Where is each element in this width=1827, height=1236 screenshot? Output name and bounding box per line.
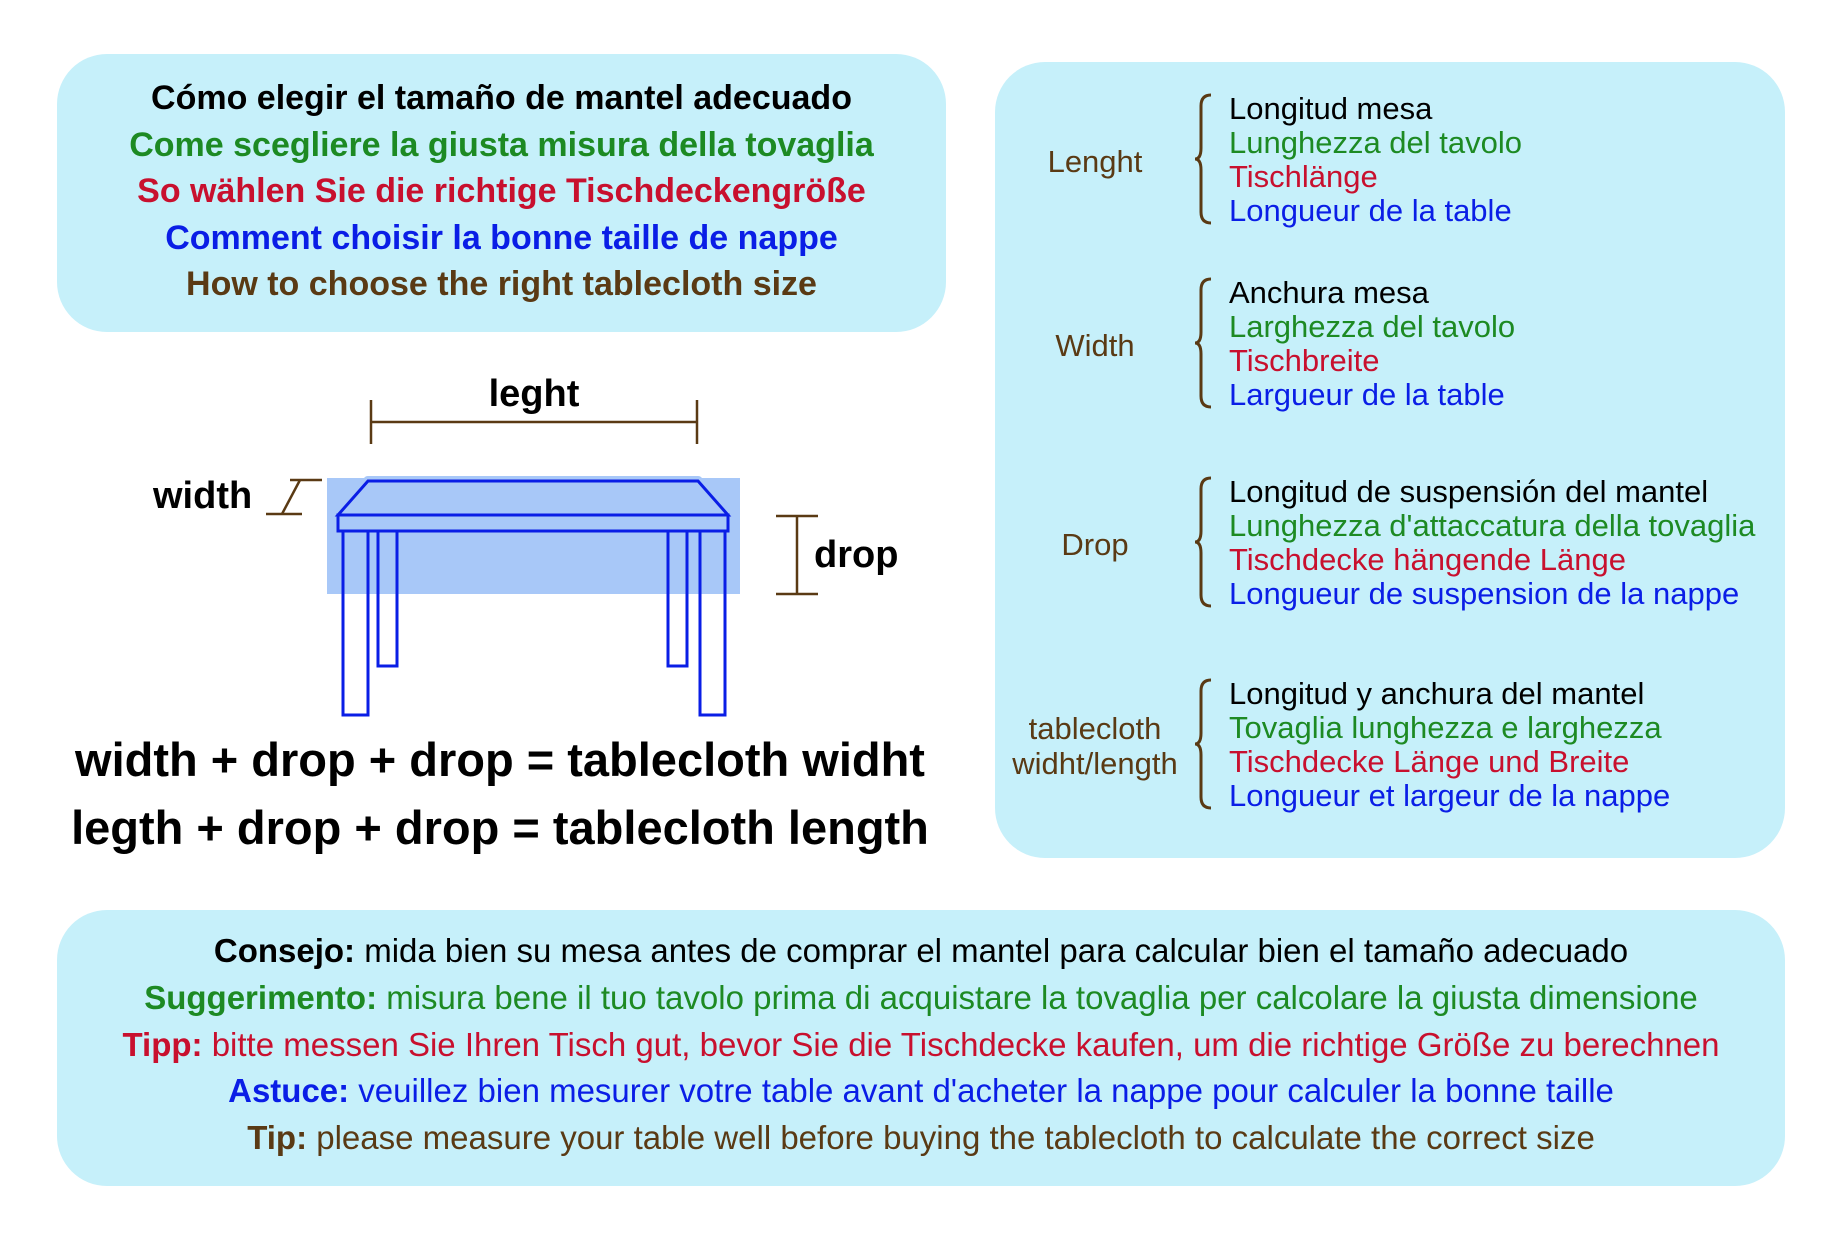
legend-line-de: Tischdecke Länge und Breite — [1229, 744, 1630, 779]
formula-width: width + drop + drop = tablecloth widht — [75, 733, 925, 786]
tip-label: Astuce: — [228, 1072, 350, 1109]
legend-group-lines — [1229, 276, 1515, 412]
tip-spanish — [57, 931, 1785, 971]
legend-line-es: Longitud de suspensión del mantel — [1229, 474, 1709, 509]
tip-label: Consejo: — [213, 932, 356, 969]
title-italian: Come scegliere la giusta misura della tovaglia — [129, 126, 874, 164]
tip-french — [57, 1071, 1785, 1111]
legend-line-fr: Largueur de la table — [1229, 377, 1505, 412]
tip-text: veuillez bien mesurer votre table avant d'acheter la nappe pour calculer la bonne taille — [349, 1072, 1614, 1109]
legend-line-de: Tischdecke hängende Länge — [1229, 542, 1626, 577]
legend-group-lines — [1229, 92, 1522, 228]
legend-panel — [995, 62, 1785, 858]
legend-line-it: Larghezza del tavolo — [1229, 309, 1516, 344]
legend-group-drop — [995, 475, 1785, 615]
tip-german — [57, 1025, 1785, 1065]
tip-panel — [57, 910, 1785, 1186]
tip-label: Tipp: — [122, 1026, 203, 1063]
tip-text: please measure your table well before buying the tablecloth to calculate the correct size — [307, 1119, 1595, 1156]
legend-line-fr: Longueur de la table — [1229, 193, 1512, 228]
tip-text: mida bien su mesa antes de comprar el mantel para calcular bien el tamaño adecuado — [355, 932, 1629, 969]
legend-group-label: Drop — [1061, 527, 1129, 562]
tip-label: Suggerimento: — [144, 979, 378, 1016]
drop-label: drop — [814, 534, 899, 576]
curly-brace-icon — [1193, 677, 1215, 811]
legend-group-lines — [1229, 475, 1755, 611]
legend-line-fr: Longueur de suspension de la nappe — [1229, 576, 1740, 611]
legend-group-lines — [1229, 677, 1670, 813]
tip-english — [57, 1118, 1785, 1158]
tip-text: bitte messen Sie Ihren Tisch gut, bevor Sie die Tischdecke kaufen, um die richtige Größe zu berechnen — [202, 1026, 1720, 1063]
tip-text: misura bene il tuo tavolo prima di acquistare la tovaglia per calcolare la giusta dimensione — [377, 979, 1698, 1016]
legend-group-label: Lenght — [1047, 144, 1143, 179]
legend-group-length — [995, 92, 1785, 232]
title-english: How to choose the right tablecloth size — [186, 265, 817, 303]
legend-line-es: Longitud y anchura del mantel — [1229, 676, 1645, 711]
drop-dimension — [776, 516, 818, 594]
legend-line-es: Anchura mesa — [1229, 275, 1429, 310]
table-apron — [338, 515, 728, 531]
legend-line-de: Tischbreite — [1229, 343, 1380, 378]
legend-group-label: tablecloth widht/length — [1012, 711, 1178, 781]
title-french: Comment choisir la bonne taille de nappe — [165, 219, 838, 257]
legend-line-it: Lunghezza d'attaccatura della tovaglia — [1229, 508, 1756, 543]
width-label: width — [153, 475, 253, 517]
formula-length: legth + drop + drop = tablecloth length — [71, 801, 929, 854]
legend-group-label: Width — [1055, 328, 1135, 363]
curly-brace-icon — [1193, 92, 1215, 226]
table-top — [338, 481, 728, 515]
legend-line-it: Tovaglia lunghezza e larghezza — [1229, 710, 1662, 745]
title-spanish: Cómo elegir el tamaño de mantel adecuado — [151, 79, 852, 117]
width-dimension — [266, 480, 322, 514]
title-german: So wählen Sie die richtige Tischdeckengröße — [137, 172, 866, 210]
legend-line-es: Longitud mesa — [1229, 91, 1433, 126]
curly-brace-icon — [1193, 475, 1215, 609]
legend-line-it: Lunghezza del tavolo — [1229, 125, 1523, 160]
legend-group-tablecloth — [995, 677, 1785, 817]
tip-label: Tip: — [247, 1119, 308, 1156]
legend-line-de: Tischlänge — [1229, 159, 1378, 194]
tip-italian — [57, 978, 1785, 1018]
legend-group-width — [995, 276, 1785, 416]
length-label: leght — [488, 373, 580, 415]
legend-line-fr: Longueur et largeur de la nappe — [1229, 778, 1671, 813]
curly-brace-icon — [1193, 276, 1215, 410]
